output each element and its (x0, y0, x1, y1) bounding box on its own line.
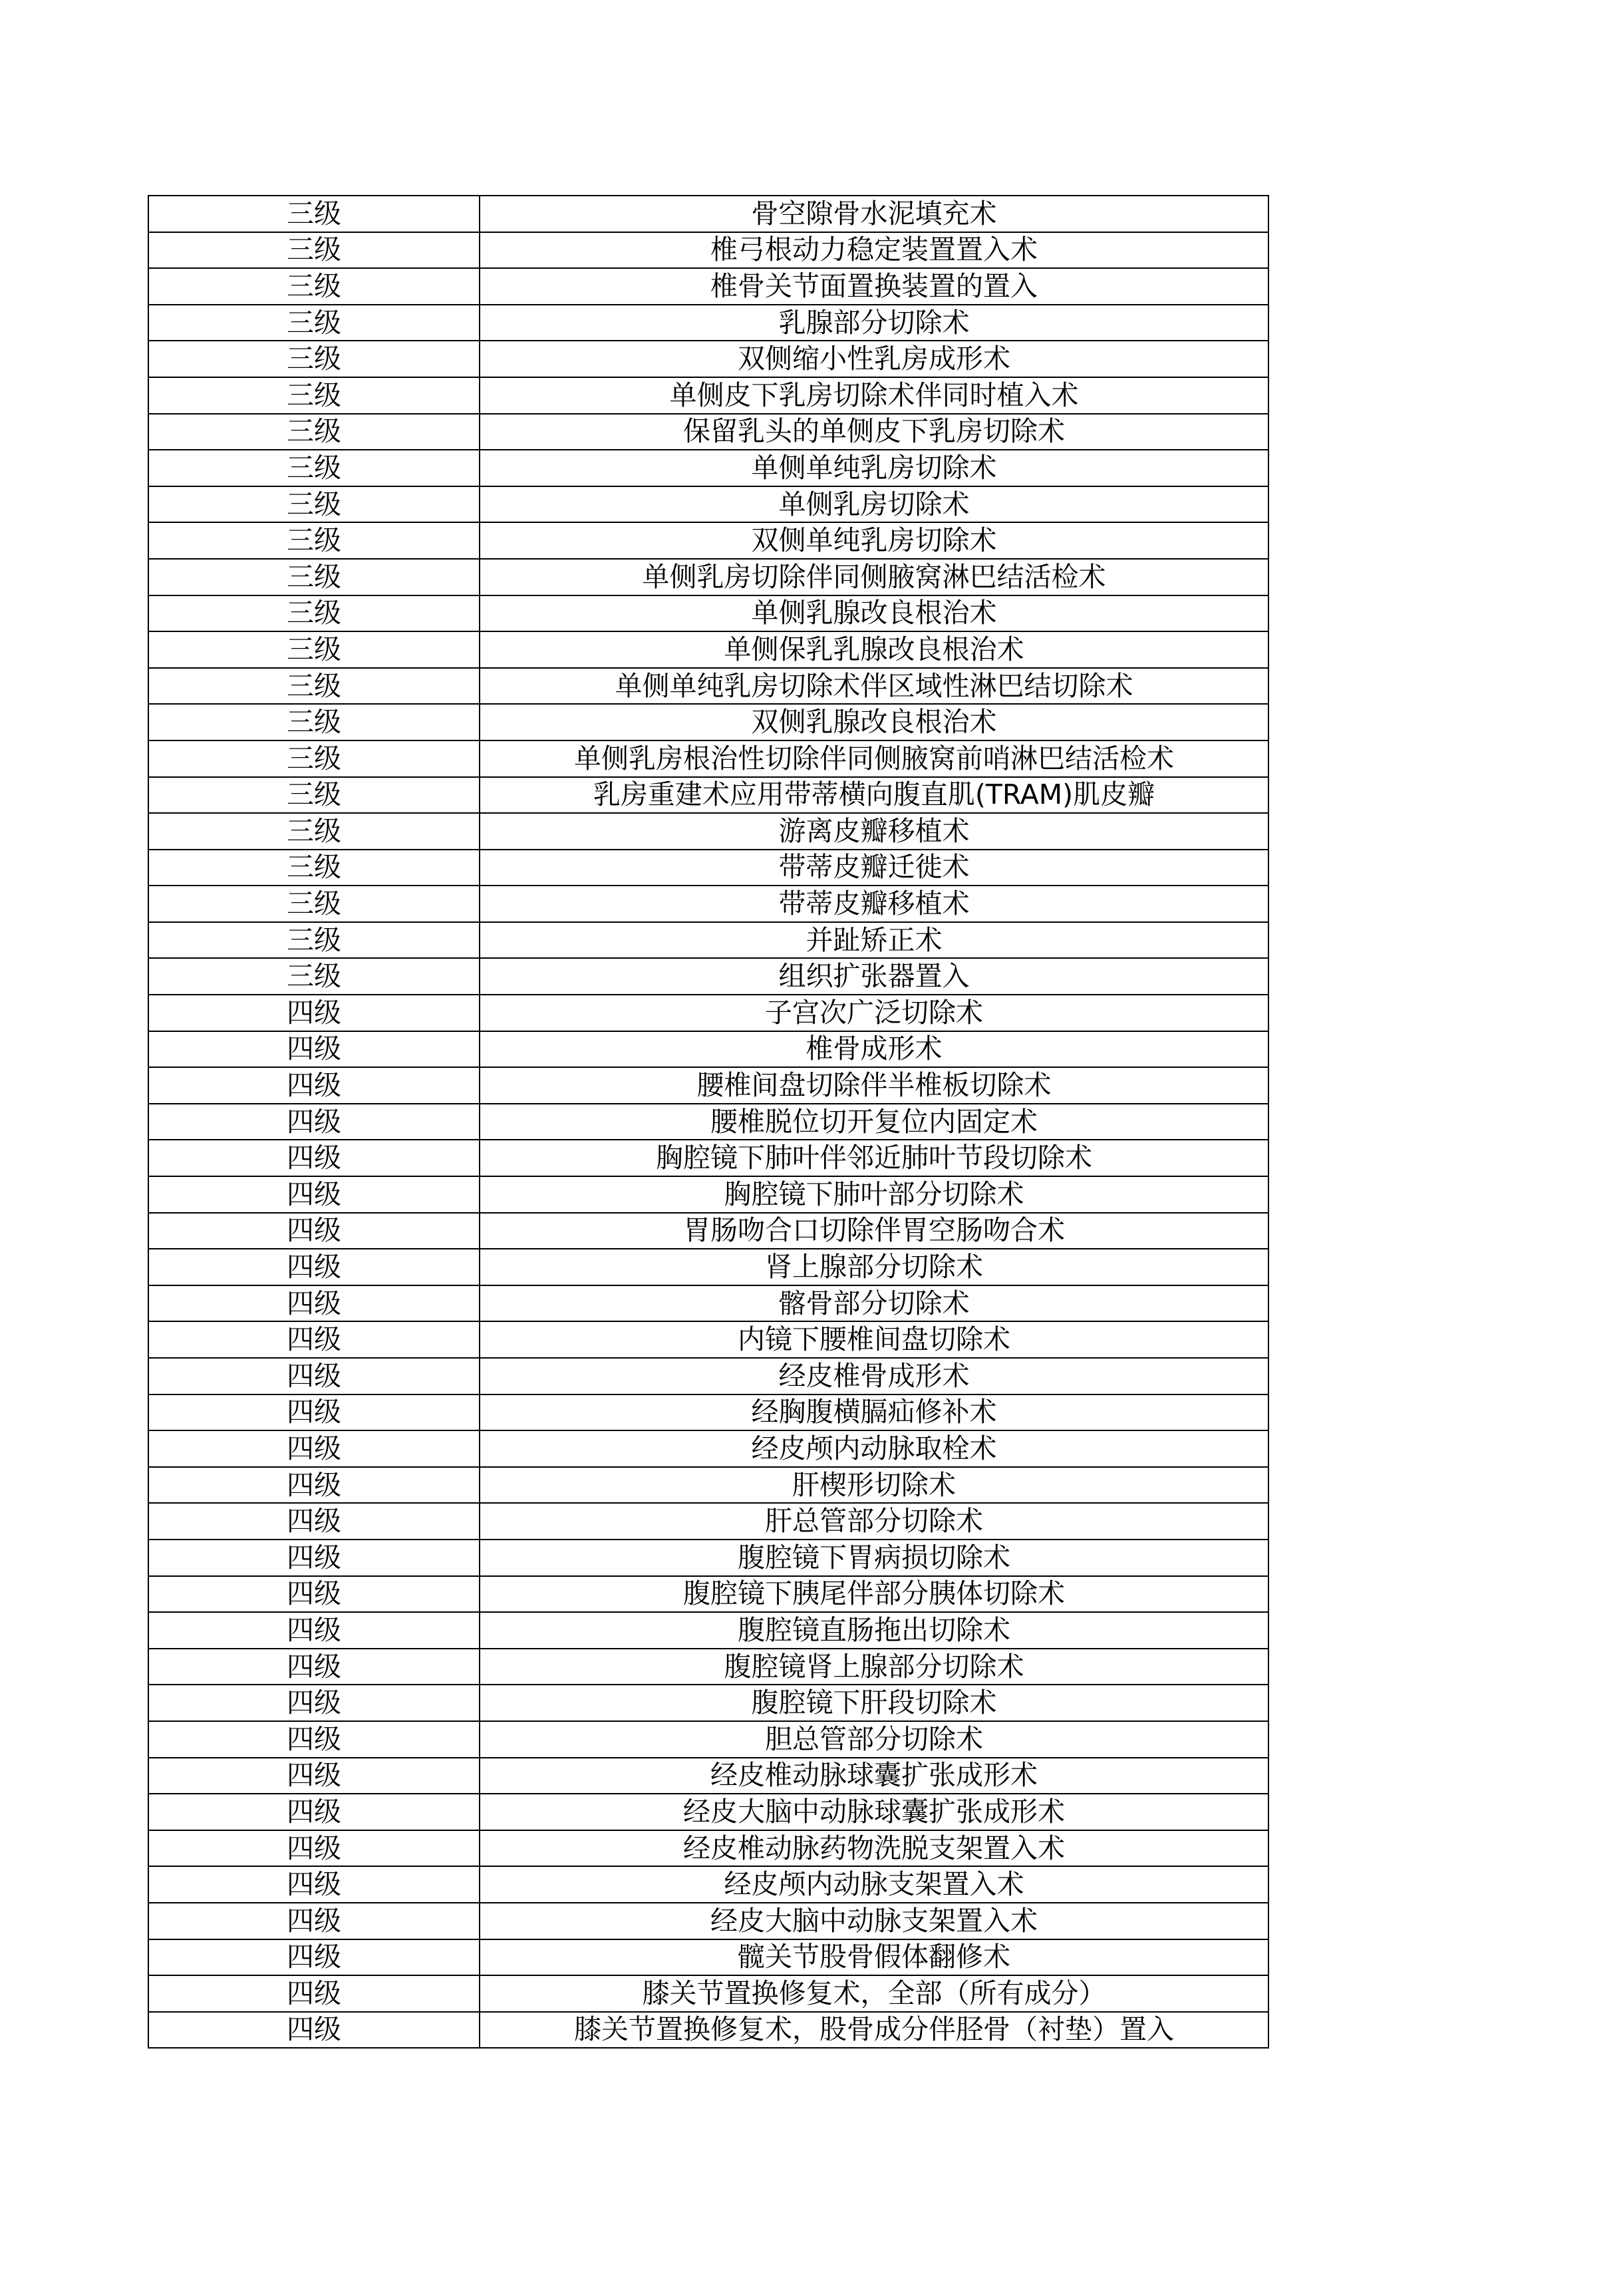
procedure-name-cell: 单侧乳房根治性切除伴同侧腋窝前哨淋巴结活检术 (480, 740, 1268, 777)
level-cell: 四级 (148, 1612, 480, 1649)
procedure-name-cell: 经皮椎动脉药物洗脱支架置入术 (480, 1830, 1268, 1867)
procedure-name-cell: 骨空隙骨水泥填充术 (480, 196, 1268, 232)
table-row (148, 1321, 1268, 1358)
procedure-name-cell: 腰椎脱位切开复位内固定术 (480, 1104, 1268, 1140)
level-cell: 三级 (148, 268, 480, 305)
table-row (148, 486, 1268, 523)
procedure-name-cell: 单侧单纯乳房切除术 (480, 450, 1268, 486)
procedure-name-cell: 经胸腹横膈疝修补术 (480, 1394, 1268, 1431)
procedure-name-cell: 单侧保乳乳腺改良根治术 (480, 631, 1268, 668)
table-row (148, 668, 1268, 705)
table-row (148, 1685, 1268, 1721)
procedure-name-cell: 内镜下腰椎间盘切除术 (480, 1321, 1268, 1358)
procedure-name-cell: 胸腔镜下肺叶部分切除术 (480, 1176, 1268, 1213)
table-row (148, 1649, 1268, 1685)
procedure-name-cell: 髂骨部分切除术 (480, 1285, 1268, 1322)
table-row (148, 1067, 1268, 1104)
level-cell: 三级 (148, 922, 480, 959)
procedure-name-cell: 经皮大脑中动脉球囊扩张成形术 (480, 1794, 1268, 1830)
table-row (148, 1176, 1268, 1213)
level-cell: 三级 (148, 813, 480, 850)
table-row (148, 704, 1268, 740)
table-row (148, 1721, 1268, 1758)
procedure-name-cell: 膝关节置换修复术，股骨成分伴胫骨（衬垫）置入 (480, 2012, 1268, 2049)
procedure-name-cell: 单侧乳房切除术 (480, 486, 1268, 523)
table-row (148, 813, 1268, 850)
procedure-name-cell: 子宫次广泛切除术 (480, 995, 1268, 1031)
level-cell: 三级 (148, 777, 480, 814)
procedure-name-cell: 组织扩张器置入 (480, 958, 1268, 995)
table-row (148, 1758, 1268, 1794)
procedure-name-cell: 经皮颅内动脉支架置入术 (480, 1866, 1268, 1903)
table-row (148, 850, 1268, 886)
level-cell: 四级 (148, 1213, 480, 1249)
table-row (148, 1467, 1268, 1504)
table-row (148, 1249, 1268, 1285)
level-cell: 三级 (148, 958, 480, 995)
procedure-name-cell: 腹腔镜下肝段切除术 (480, 1685, 1268, 1721)
table-row (148, 1213, 1268, 1249)
level-cell: 四级 (148, 1758, 480, 1794)
level-cell: 三级 (148, 850, 480, 886)
level-cell: 四级 (148, 1467, 480, 1504)
level-cell: 三级 (148, 704, 480, 740)
table-row (148, 450, 1268, 486)
level-cell: 三级 (148, 740, 480, 777)
table-row (148, 2012, 1268, 2049)
procedure-name-cell: 胆总管部分切除术 (480, 1721, 1268, 1758)
table-row (148, 958, 1268, 995)
table-row (148, 414, 1268, 450)
level-cell: 四级 (148, 1249, 480, 1285)
table-row (148, 740, 1268, 777)
procedure-name-cell: 双侧单纯乳房切除术 (480, 522, 1268, 559)
level-cell: 四级 (148, 1975, 480, 2012)
table-row (148, 1430, 1268, 1467)
procedure-name-cell: 胃肠吻合口切除伴胃空肠吻合术 (480, 1213, 1268, 1249)
table-row (148, 1939, 1268, 1976)
table-row (148, 1830, 1268, 1867)
procedure-name-cell: 腹腔镜下胃病损切除术 (480, 1540, 1268, 1576)
level-cell: 三级 (148, 559, 480, 595)
procedure-name-cell: 双侧缩小性乳房成形术 (480, 341, 1268, 377)
procedure-name-cell: 保留乳头的单侧皮下乳房切除术 (480, 414, 1268, 450)
procedure-table-body (148, 196, 1268, 2048)
level-cell: 四级 (148, 1830, 480, 1867)
procedure-name-cell: 肾上腺部分切除术 (480, 1249, 1268, 1285)
level-cell: 四级 (148, 1067, 480, 1104)
procedure-name-cell: 单侧乳腺改良根治术 (480, 595, 1268, 632)
table-row (148, 1031, 1268, 1068)
table-row (148, 196, 1268, 232)
level-cell: 三级 (148, 595, 480, 632)
table-row (148, 1975, 1268, 2012)
table-row (148, 595, 1268, 632)
procedure-name-cell: 经皮椎动脉球囊扩张成形术 (480, 1758, 1268, 1794)
level-cell: 四级 (148, 1140, 480, 1176)
level-cell: 四级 (148, 1503, 480, 1540)
table-row (148, 1866, 1268, 1903)
level-cell: 四级 (148, 1649, 480, 1685)
level-cell: 四级 (148, 1321, 480, 1358)
table-row (148, 1394, 1268, 1431)
table-row (148, 886, 1268, 922)
procedure-name-cell: 带蒂皮瓣移植术 (480, 886, 1268, 922)
procedure-name-cell: 并趾矫正术 (480, 922, 1268, 959)
procedure-name-cell: 单侧单纯乳房切除术伴区域性淋巴结切除术 (480, 668, 1268, 705)
level-cell: 三级 (148, 232, 480, 269)
procedure-name-cell: 单侧皮下乳房切除术伴同时植入术 (480, 377, 1268, 414)
table-row (148, 777, 1268, 814)
level-cell: 三级 (148, 341, 480, 377)
table-row (148, 631, 1268, 668)
level-cell: 三级 (148, 522, 480, 559)
table-row (148, 268, 1268, 305)
table-row (148, 522, 1268, 559)
table-row (148, 922, 1268, 959)
level-cell: 四级 (148, 995, 480, 1031)
procedure-name-cell: 膝关节置换修复术，全部（所有成分） (480, 1975, 1268, 2012)
level-cell: 三级 (148, 486, 480, 523)
level-cell: 四级 (148, 1176, 480, 1213)
procedure-name-cell: 游离皮瓣移植术 (480, 813, 1268, 850)
table-row (148, 305, 1268, 341)
table-row (148, 995, 1268, 1031)
level-cell: 四级 (148, 1285, 480, 1322)
procedure-name-cell: 胸腔镜下肺叶伴邻近肺叶节段切除术 (480, 1140, 1268, 1176)
procedure-name-cell: 腹腔镜肾上腺部分切除术 (480, 1649, 1268, 1685)
level-cell: 四级 (148, 1903, 480, 1939)
procedure-name-cell: 肝楔形切除术 (480, 1467, 1268, 1504)
table-row (148, 1794, 1268, 1830)
procedure-name-cell: 髋关节股骨假体翻修术 (480, 1939, 1268, 1976)
level-cell: 四级 (148, 1939, 480, 1976)
procedure-name-cell: 乳房重建术应用带蒂横向腹直肌(TRAM)肌皮瓣 (480, 777, 1268, 814)
level-cell: 三级 (148, 305, 480, 341)
level-cell: 四级 (148, 1540, 480, 1576)
level-cell: 四级 (148, 1685, 480, 1721)
table-row (148, 1358, 1268, 1394)
level-cell: 四级 (148, 1866, 480, 1903)
level-cell: 四级 (148, 1031, 480, 1068)
level-cell: 四级 (148, 1430, 480, 1467)
procedure-name-cell: 腹腔镜下胰尾伴部分胰体切除术 (480, 1576, 1268, 1613)
table-row (148, 1903, 1268, 1939)
table-row (148, 1140, 1268, 1176)
procedure-name-cell: 腰椎间盘切除伴半椎板切除术 (480, 1067, 1268, 1104)
table-row (148, 559, 1268, 595)
table-row (148, 377, 1268, 414)
level-cell: 三级 (148, 631, 480, 668)
procedure-name-cell: 带蒂皮瓣迁徙术 (480, 850, 1268, 886)
procedure-name-cell: 乳腺部分切除术 (480, 305, 1268, 341)
level-cell: 三级 (148, 450, 480, 486)
procedure-name-cell: 椎骨关节面置换装置的置入 (480, 268, 1268, 305)
level-cell: 四级 (148, 2012, 480, 2049)
table-row (148, 1503, 1268, 1540)
procedure-name-cell: 经皮大脑中动脉支架置入术 (480, 1903, 1268, 1939)
level-cell: 四级 (148, 1721, 480, 1758)
level-cell: 三级 (148, 886, 480, 922)
procedure-name-cell: 经皮颅内动脉取栓术 (480, 1430, 1268, 1467)
procedure-name-cell: 经皮椎骨成形术 (480, 1358, 1268, 1394)
table-row (148, 341, 1268, 377)
procedure-name-cell: 腹腔镜直肠拖出切除术 (480, 1612, 1268, 1649)
table-row (148, 232, 1268, 269)
level-cell: 四级 (148, 1794, 480, 1830)
level-cell: 三级 (148, 414, 480, 450)
table-row (148, 1104, 1268, 1140)
level-cell: 三级 (148, 377, 480, 414)
level-cell: 四级 (148, 1104, 480, 1140)
procedure-name-cell: 椎骨成形术 (480, 1031, 1268, 1068)
procedure-name-cell: 单侧乳房切除伴同侧腋窝淋巴结活检术 (480, 559, 1268, 595)
table-row (148, 1540, 1268, 1576)
table-row (148, 1612, 1268, 1649)
procedure-table (148, 195, 1269, 2049)
table-row (148, 1576, 1268, 1613)
table-row (148, 1285, 1268, 1322)
procedure-name-cell: 双侧乳腺改良根治术 (480, 704, 1268, 740)
level-cell: 四级 (148, 1576, 480, 1613)
procedure-name-cell: 肝总管部分切除术 (480, 1503, 1268, 1540)
procedure-name-cell: 椎弓根动力稳定装置置入术 (480, 232, 1268, 269)
level-cell: 三级 (148, 668, 480, 705)
level-cell: 三级 (148, 196, 480, 232)
level-cell: 四级 (148, 1358, 480, 1394)
level-cell: 四级 (148, 1394, 480, 1431)
